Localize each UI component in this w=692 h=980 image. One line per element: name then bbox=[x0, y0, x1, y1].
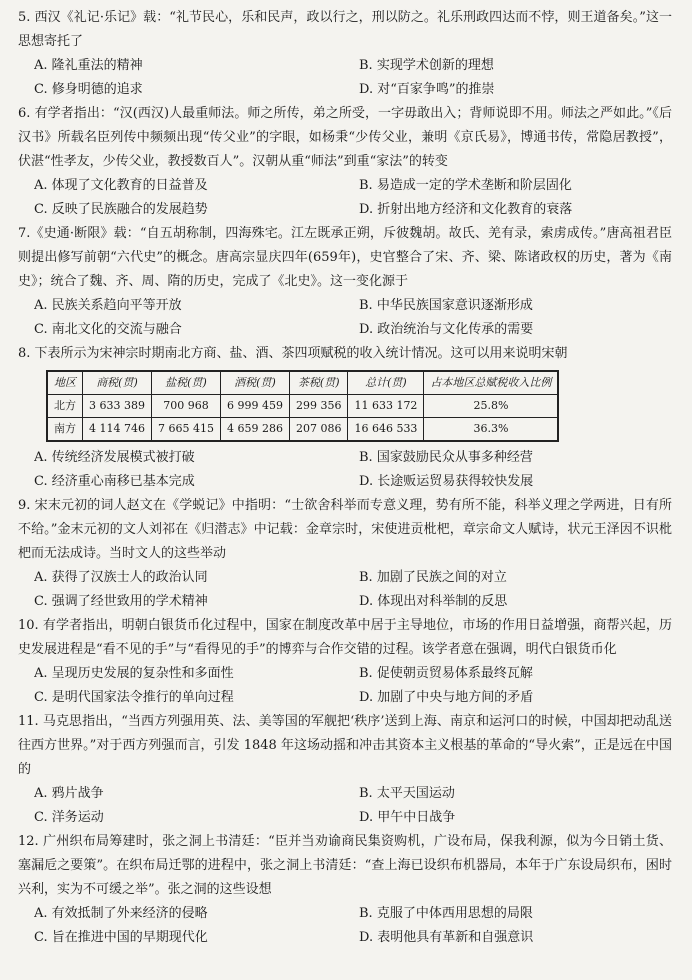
option-d: D. 长途贩运贸易获得较快发展 bbox=[359, 474, 534, 489]
option-d: D. 对“百家争鸣”的推崇 bbox=[359, 82, 495, 97]
option-a: A. 民族关系趋向平等开放 bbox=[34, 298, 182, 313]
table-row bbox=[47, 418, 558, 442]
table-cell: 700 968 bbox=[151, 395, 220, 418]
table-cell: 16 646 533 bbox=[348, 418, 424, 442]
header-tea-tax: 茶税(贯) bbox=[289, 371, 348, 395]
options bbox=[18, 54, 672, 102]
table-cell: 北方 bbox=[47, 395, 83, 418]
table-cell: 6 999 459 bbox=[220, 395, 289, 418]
option-a: A. 隆礼重法的精神 bbox=[34, 58, 143, 73]
options bbox=[18, 902, 672, 950]
option-b: B. 易造成一定的学术垄断和阶层固化 bbox=[359, 178, 572, 193]
tax-table bbox=[46, 370, 559, 442]
option-b: B. 中华民族国家意识逐渐形成 bbox=[359, 298, 533, 313]
option-c: C. 是明代国家法令推行的单向过程 bbox=[34, 690, 234, 705]
option-c: C. 强调了经世致用的学术精神 bbox=[34, 594, 208, 609]
option-a: A. 体现了文化教育的日益普及 bbox=[34, 178, 208, 193]
option-c: C. 修身明德的追求 bbox=[34, 82, 143, 97]
option-d: D. 折射出地方经济和文化教育的衰落 bbox=[359, 202, 573, 217]
option-a: A. 有效抵制了外来经济的侵略 bbox=[34, 906, 208, 921]
question-11 bbox=[18, 710, 672, 830]
options bbox=[18, 294, 672, 342]
header-region: 地区 bbox=[47, 371, 83, 395]
table-cell: 南方 bbox=[47, 418, 83, 442]
option-b: B. 克服了中体西用思想的局限 bbox=[359, 906, 533, 921]
option-d: D. 体现出对科举制的反思 bbox=[359, 594, 508, 609]
option-b: B. 太平天国运动 bbox=[359, 786, 455, 801]
header-salt-tax: 盐税(贯) bbox=[151, 371, 220, 395]
option-c: C. 洋务运动 bbox=[34, 810, 104, 825]
option-c: C. 经济重心南移已基本完成 bbox=[34, 474, 195, 489]
question-10 bbox=[18, 614, 672, 710]
header-commerce-tax: 商税(贯) bbox=[83, 371, 152, 395]
option-b: B. 促使朝贡贸易体系最终瓦解 bbox=[359, 666, 533, 681]
table-header-row bbox=[47, 371, 558, 395]
question-stem: 11. 马克思指出，“当西方列强用英、法、美等国的军舰把‘秩序’送到上海、南京和运河口的时候，中国却把动乱送往西方世界。”对于西方列强而言，引发 1848 年这场动摇和冲击其资本主义根基的革命的“导火索”，正是远在中国的 bbox=[18, 714, 672, 777]
question-6 bbox=[18, 102, 672, 222]
options bbox=[18, 174, 672, 222]
table-cell: 4 114 746 bbox=[83, 418, 152, 442]
option-a: A. 鸦片战争 bbox=[34, 786, 104, 801]
table-cell: 207 086 bbox=[289, 418, 348, 442]
option-a: A. 传统经济发展模式被打破 bbox=[34, 450, 195, 465]
question-stem: 9. 宋末元初的词人赵文在《学蜕记》中指明：“士欲舍科举而专意义理，势有所不能，科举义理之学两进，日有所不给。”金末元初的文人刘祁在《归潜志》中记载：金章宗时，宋使进贡枇杷，章宗命文人赋诗，状元王泽因不识枇杷而无法成诗。当时文人的这些举动 bbox=[18, 498, 672, 561]
table-cell: 11 633 172 bbox=[348, 395, 424, 418]
option-c: C. 旨在推进中国的早期现代化 bbox=[34, 930, 208, 945]
option-d: D. 政治统治与文化传承的需要 bbox=[359, 322, 534, 337]
table-cell: 25.8% bbox=[424, 395, 559, 418]
option-a: A. 呈现历史发展的复杂性和多面性 bbox=[34, 666, 234, 681]
table-row bbox=[47, 395, 558, 418]
table-cell: 3 633 389 bbox=[83, 395, 152, 418]
question-5 bbox=[18, 6, 672, 102]
table-cell: 4 659 286 bbox=[220, 418, 289, 442]
question-stem: 8. 下表所示为宋神宗时期南北方商、盐、酒、茶四项赋税的收入统计情况。这可以用来说明宋朝 bbox=[18, 346, 568, 361]
question-stem: 12. 广州织布局筹建时，张之洞上书清廷：“臣并当劝谕商民集资购机，广设布局，保我利源，似为今日销土货、塞漏卮之要策”。在织布局迁鄂的进程中，张之洞上书清廷：“查上海已设织布机器局，本年于广东设局织布，困时兴利，实为不可缓之举”。张之洞的这些设想 bbox=[18, 834, 672, 897]
option-d: D. 甲午中日战争 bbox=[359, 810, 456, 825]
options bbox=[18, 446, 672, 494]
option-d: D. 加剧了中央与地方间的矛盾 bbox=[359, 690, 534, 705]
option-a: A. 获得了汉族士人的政治认同 bbox=[34, 570, 208, 585]
question-12 bbox=[18, 830, 672, 950]
header-total: 总计(贯) bbox=[348, 371, 424, 395]
options bbox=[18, 566, 672, 614]
options bbox=[18, 662, 672, 710]
question-stem: 10. 有学者指出，明朝白银货币化过程中，国家在制度改革中居于主导地位，市场的作用日益增强，商帮兴起，历史发展进程是“看不见的手”与“看得见的手”的博弈与合作交错的过程。该学者意在强调，明代白银货币化 bbox=[18, 618, 672, 657]
question-8 bbox=[18, 342, 672, 494]
question-9 bbox=[18, 494, 672, 614]
question-stem: 6. 有学者指出：“汉(西汉)人最重师法。师之所传，弟之所受，一字毋敢出入；背师说即不用。师法之严如此。”《后汉书》所载名臣列传中频频出现“传父业”的字眼，如杨秉“少传父业，兼明《京氏易》，博通书传，常隐居教授”，伏湛“性孝友，少传父业，教授数百人”。汉朝从重“师法”到重“家法”的转变 bbox=[18, 106, 672, 169]
question-7 bbox=[18, 222, 672, 342]
options bbox=[18, 782, 672, 830]
option-b: B. 加剧了民族之间的对立 bbox=[359, 570, 507, 585]
question-stem: 5. 西汉《礼记·乐记》载：“礼节民心，乐和民声，政以行之，刑以防之。礼乐刑政四达而不悖，则王道备矣。”这一思想寄托了 bbox=[18, 10, 672, 49]
option-d: D. 表明他具有革新和自强意识 bbox=[359, 930, 534, 945]
table-cell: 299 356 bbox=[289, 395, 348, 418]
header-ratio: 占本地区总赋税收入比例 bbox=[424, 371, 559, 395]
table-cell: 36.3% bbox=[424, 418, 559, 442]
option-b: B. 实现学术创新的理想 bbox=[359, 58, 494, 73]
table-cell: 7 665 415 bbox=[151, 418, 220, 442]
header-wine-tax: 酒税(贯) bbox=[220, 371, 289, 395]
option-c: C. 反映了民族融合的发展趋势 bbox=[34, 202, 208, 217]
question-stem: 7.《史通·断限》载：“自五胡称制，四海殊宅。江左既承正朔，斥彼魏胡。故氏、羌有录，索虏成传。”唐高祖君臣则提出修写前朝“六代史”的概念。唐高宗显庆四年(659年)，史官整合了宋、齐、梁、陈诸政权的历史，著为《南史》；统合了魏、齐、周、隋的历史，完成了《北史》。这一变化源于 bbox=[18, 226, 672, 289]
option-b: B. 国家鼓励民众从事多种经营 bbox=[359, 450, 533, 465]
option-c: C. 南北文化的交流与融合 bbox=[34, 322, 182, 337]
